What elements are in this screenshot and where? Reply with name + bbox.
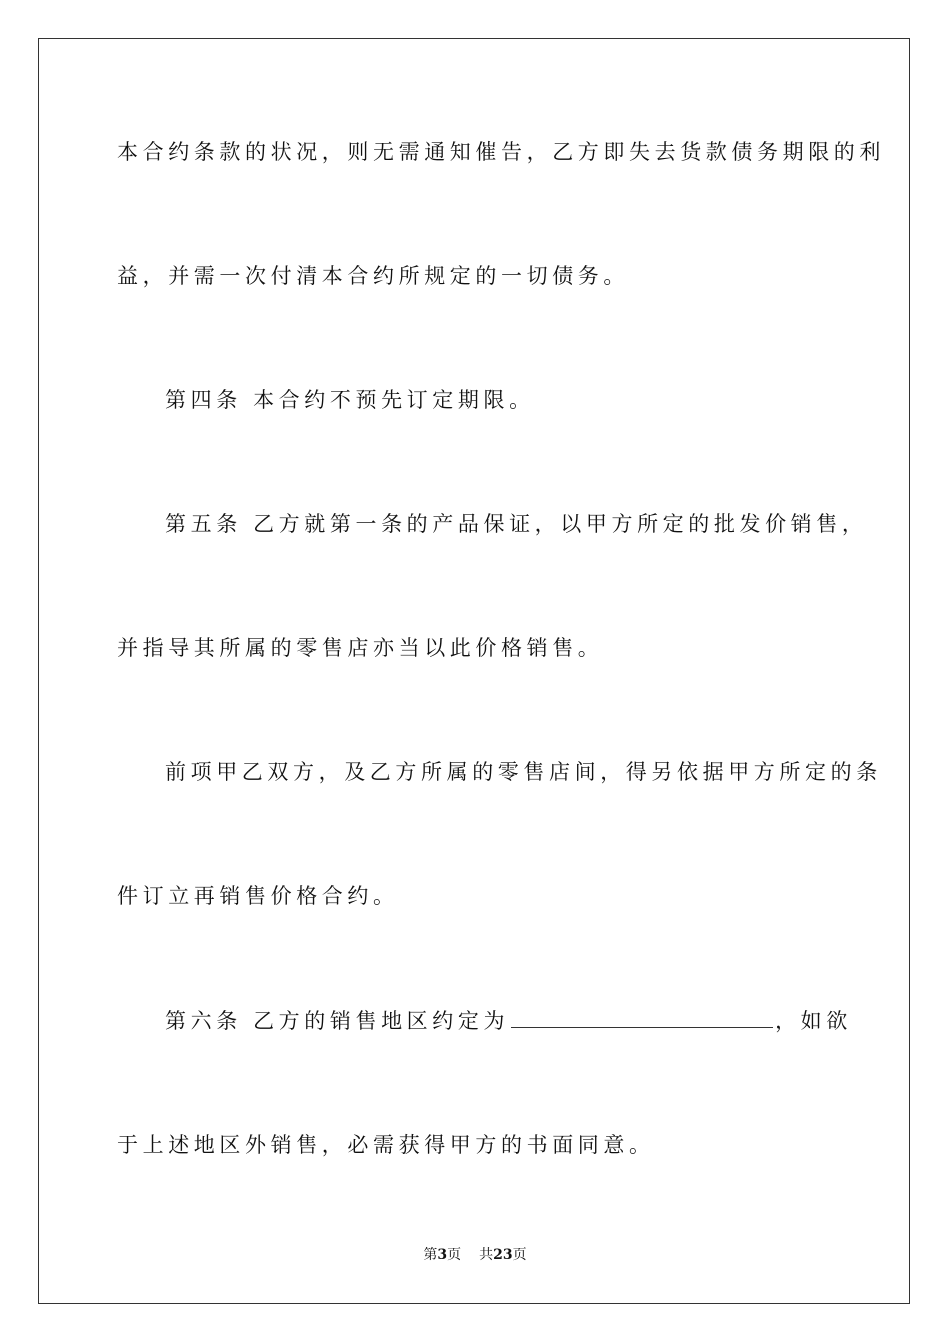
page-frame bbox=[38, 38, 910, 1304]
article-4: 第四条 本合约不预先订定期限。 bbox=[165, 388, 535, 412]
article-6-tail: ，如欲 bbox=[775, 1009, 852, 1033]
article-6 bbox=[165, 1007, 885, 1035]
total-suffix: 页 bbox=[512, 1247, 527, 1263]
text-line-9: 于上述地区外销售，必需获得甲方的书面同意。 bbox=[117, 1133, 655, 1157]
sales-region-blank[interactable] bbox=[511, 1007, 773, 1028]
text-line-2: 益，并需一次付清本合约所规定的一切债务。 bbox=[117, 264, 629, 288]
page-prefix: 第 bbox=[423, 1247, 438, 1263]
total-prefix: 共 bbox=[479, 1247, 494, 1263]
current-page: 3 bbox=[437, 1247, 448, 1263]
text-line-1: 本合约条款的状况，则无需通知催告，乙方即失去货款债务期限的利 bbox=[117, 140, 885, 164]
page-suffix: 页 bbox=[447, 1247, 462, 1263]
page-footer bbox=[0, 1246, 950, 1264]
article-6-text: 第六条 乙方的销售地区约定为 bbox=[165, 1009, 510, 1033]
text-line-5: 并指导其所属的零售店亦当以此价格销售。 bbox=[117, 636, 604, 660]
total-pages: 23 bbox=[493, 1247, 513, 1263]
text-line-6: 前项甲乙双方，及乙方所属的零售店间，得另依据甲方所定的条 bbox=[165, 760, 882, 784]
article-5: 第五条 乙方就第一条的产品保证，以甲方所定的批发价销售， bbox=[165, 512, 868, 536]
text-line-7: 件订立再销售价格合约。 bbox=[117, 884, 399, 908]
